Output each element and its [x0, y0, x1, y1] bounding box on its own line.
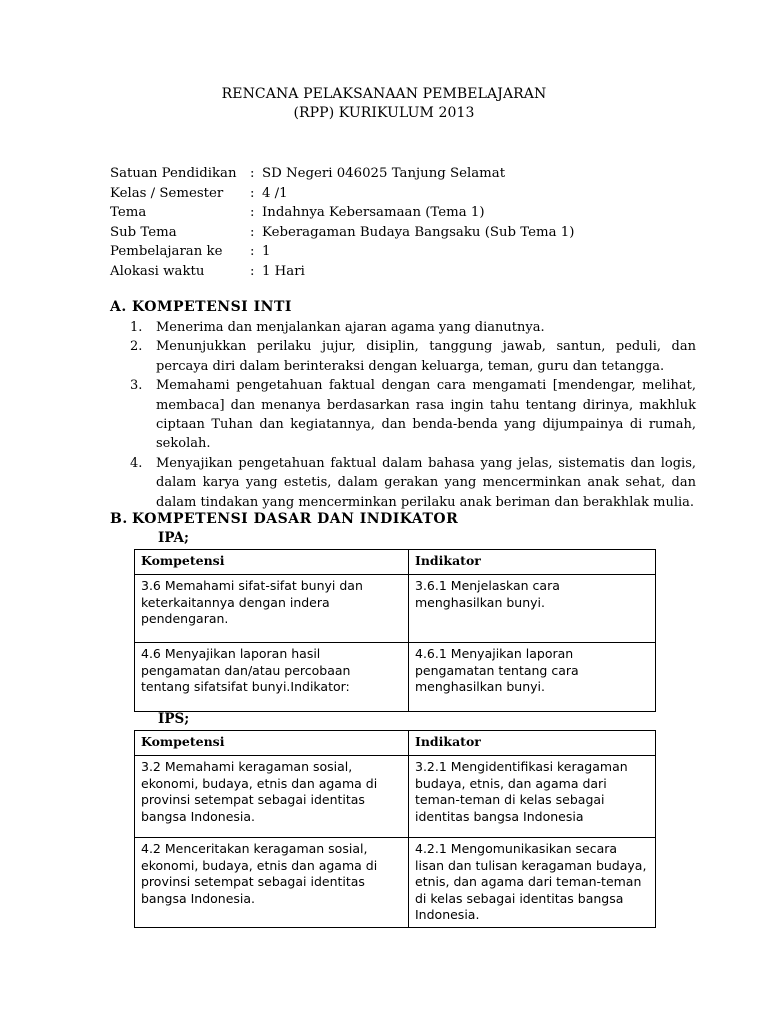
section-letter: A.	[110, 299, 127, 315]
list-text: Memahami pengetahuan faktual dengan cara mengamati [mendengar, melihat, membaca] dan menanya berdasarkan rasa ingin tahu tentang dirinya, makhluk ciptaan Tuhan dan kegiatannya, dan benda-benda yang dijumpainya di rumah, sekolah.	[156, 378, 696, 452]
indikator-cell: 4.6.1 Menyajikan laporan pengamatan tentang cara menghasilkan bunyi.	[409, 643, 656, 712]
meta-value: 4 /1	[262, 185, 288, 201]
meta-value: 1	[262, 244, 271, 259]
meta-label: Tema	[110, 205, 147, 220]
column-header-kompetensi: Kompetensi	[135, 731, 409, 756]
section-b-heading	[110, 511, 458, 527]
section-title: KOMPETENSI DASAR DAN INDIKATOR	[132, 511, 459, 527]
list-item	[130, 376, 696, 454]
list-number: 4.	[130, 455, 143, 471]
kompetensi-cell: 4.6 Menyajikan laporan hasil pengamatan dan/atau percobaan tentang sifatsifat bunyi.Indikator:	[135, 643, 409, 712]
meta-value: 1 Hari	[262, 263, 305, 279]
meta-label: Kelas / Semester	[110, 185, 224, 201]
section-title: KOMPETENSI INTI	[132, 299, 292, 315]
list-text: Menyajikan pengetahuan faktual dalam bahasa yang jelas, sistematis dan logis, dalam karya yang estetis, dalam gerakan yang mencerminkan anak sehat, dan dalam tindakan yang mencerminkan perilaku anak beriman dan berakhlak mulia.	[156, 455, 696, 510]
meta-row-subtema	[110, 223, 574, 243]
document-subtitle: (RPP) KURIKULUM 2013	[293, 105, 475, 121]
kompetensi-cell: 3.6 Memahami sifat-sifat bunyi dan keterkaitannya dengan indera pendengaran.	[135, 575, 409, 643]
list-item	[130, 337, 696, 376]
meta-value: Keberagaman Budaya Bangsaku (Sub Tema 1)	[262, 224, 575, 240]
column-header-indikator: Indikator	[409, 550, 656, 575]
list-item	[130, 318, 696, 337]
meta-row-tema	[110, 203, 574, 223]
meta-separator: :	[250, 205, 255, 220]
table-row	[135, 575, 656, 643]
indikator-cell: 4.2.1 Mengomunikasikan secara lisan dan tulisan keragaman budaya, etnis, dan agama dari teman-teman di kelas sebagai identitas bangsa Indonesia.	[409, 838, 656, 928]
ipa-table	[134, 549, 656, 712]
document-title: RENCANA PELAKSANAAN PEMBELAJARAN	[221, 86, 547, 102]
kompetensi-inti-list	[130, 318, 696, 512]
kompetensi-cell: 4.2 Menceritakan keragaman sosial, ekonomi, budaya, etnis dan agama di provinsi setempat sebagai identitas bangsa Indonesia.	[135, 838, 409, 928]
meta-row-satuan	[110, 164, 574, 184]
ipa-label: IPA;	[158, 530, 189, 546]
section-a-heading	[110, 299, 292, 315]
list-text: Menerima dan menjalankan ajaran agama yang dianutnya.	[156, 320, 545, 335]
list-number: 2.	[130, 339, 143, 355]
table-header-row	[135, 550, 656, 575]
column-header-kompetensi: Kompetensi	[135, 550, 409, 575]
list-text: Menunjukkan perilaku jujur, disiplin, tanggung jawab, santun, peduli, dan percaya diri dalam berinteraksi dengan keluarga, teman, guru dan tetangga.	[156, 339, 696, 374]
kompetensi-cell: 3.2 Memahami keragaman sosial, ekonomi, budaya, etnis dan agama di provinsi setempat sebagai identitas bangsa Indonesia.	[135, 756, 409, 838]
meta-separator: :	[250, 263, 255, 279]
meta-separator: :	[250, 185, 255, 201]
table-row	[135, 838, 656, 928]
meta-value: SD Negeri 046025 Tanjung Selamat	[262, 166, 506, 181]
section-letter: B.	[110, 511, 128, 527]
list-number: 3.	[130, 378, 143, 394]
meta-label: Pembelajaran ke	[110, 244, 223, 259]
meta-row-pembelajaran	[110, 242, 574, 262]
column-header-indikator: Indikator	[409, 731, 656, 756]
meta-row-alokasi	[110, 262, 574, 282]
table-row	[135, 756, 656, 838]
meta-label: Alokasi waktu	[110, 263, 205, 279]
meta-label: Satuan Pendidikan	[110, 166, 237, 181]
meta-separator: :	[250, 166, 255, 181]
meta-value: Indahnya Kebersamaan (Tema 1)	[262, 205, 485, 220]
indikator-cell: 3.6.1 Menjelaskan cara menghasilkan bunyi.	[409, 575, 656, 643]
identity-block	[110, 164, 574, 281]
meta-separator: :	[250, 224, 255, 240]
table-header-row	[135, 731, 656, 756]
ips-table	[134, 730, 656, 928]
list-number: 1.	[130, 320, 143, 335]
meta-separator: :	[250, 244, 255, 259]
meta-row-kelas	[110, 184, 574, 204]
ips-label: IPS;	[158, 711, 190, 727]
list-item	[130, 454, 696, 512]
table-row	[135, 643, 656, 712]
meta-label: Sub Tema	[110, 224, 177, 240]
indikator-cell: 3.2.1 Mengidentifikasi keragaman budaya, etnis, dan agama dari teman-teman di kelas sebagai identitas bangsa Indonesia	[409, 756, 656, 838]
